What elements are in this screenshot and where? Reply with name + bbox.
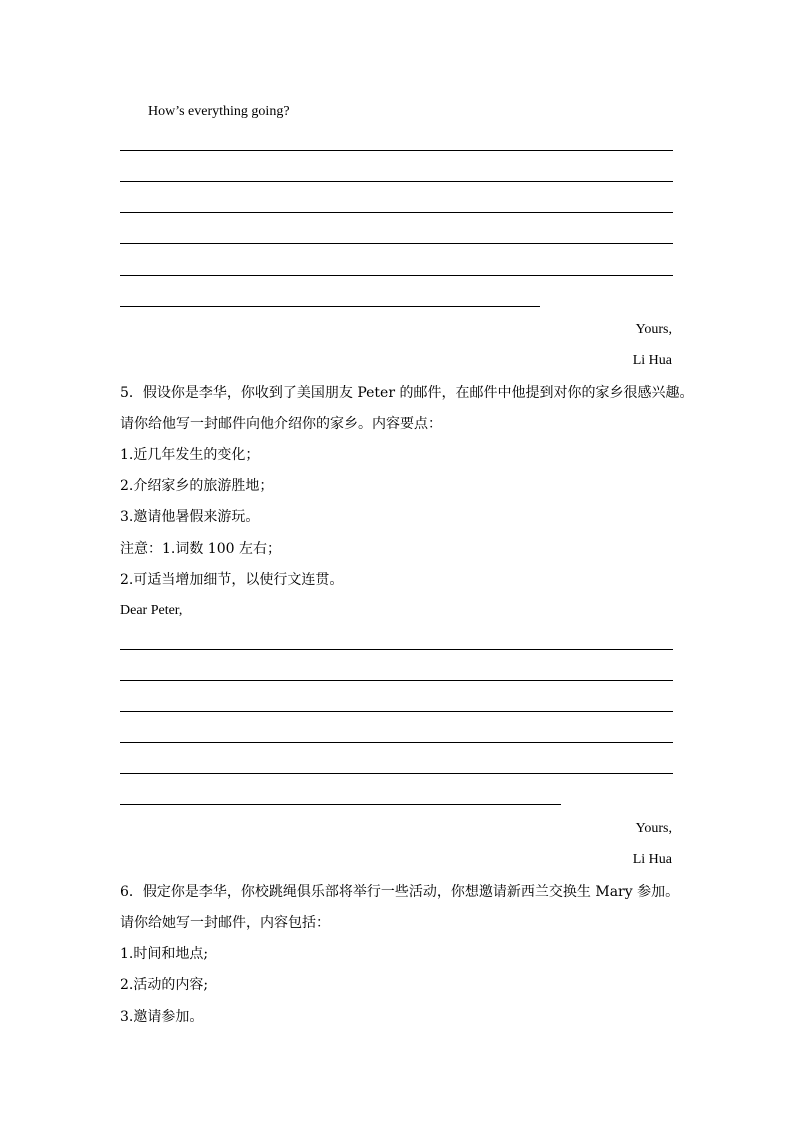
- writing-line: [120, 275, 673, 276]
- writing-line: [120, 649, 673, 650]
- letter-closing: Yours,: [635, 322, 672, 337]
- writing-line: [120, 181, 673, 182]
- letter-opening-line: How’s everything going?: [148, 104, 290, 119]
- question-5-note2: 2.可适当增加细节，以使行文连贯。: [120, 572, 344, 588]
- question-5-note1: 注意：1.词数 100 左右；: [120, 541, 281, 557]
- question-5-closing: Yours,: [635, 821, 672, 836]
- letter-signature: Li Hua: [632, 353, 672, 368]
- question-6-stem-line2: 请你给她写一封邮件，内容包括：: [120, 915, 330, 931]
- writing-line: [120, 742, 673, 743]
- writing-line: [120, 773, 673, 774]
- writing-line-short: [120, 306, 540, 307]
- writing-line: [120, 212, 673, 213]
- question-5-point: 2.介绍家乡的旅游胜地；: [120, 478, 274, 494]
- question-5-point: 3.邀请他暑假来游玩。: [120, 509, 260, 525]
- question-6-point: 1.时间和地点;: [120, 946, 209, 962]
- question-5-stem-line1: 5．假设你是李华，你收到了美国朋友 Peter 的邮件，在邮件中他提到对你的家乡很感兴趣。: [120, 385, 694, 401]
- writing-line: [120, 150, 673, 151]
- writing-line-short: [120, 804, 561, 805]
- writing-line: [120, 680, 673, 681]
- question-6-point: 2.活动的内容;: [120, 977, 209, 993]
- question-5-salutation: Dear Peter,: [120, 603, 183, 618]
- question-5-signature: Li Hua: [632, 852, 672, 867]
- question-6-point: 3.邀请参加。: [120, 1009, 204, 1025]
- question-5-point: 1.近几年发生的变化；: [120, 447, 260, 463]
- question-6-stem-line1: 6．假定你是李华，你校跳绳俱乐部将举行一些活动，你想邀请新西兰交换生 Mary 参加。: [120, 884, 680, 900]
- question-5-stem-line2: 请你给他写一封邮件向他介绍你的家乡。内容要点：: [120, 416, 442, 432]
- writing-line: [120, 711, 673, 712]
- writing-line: [120, 243, 673, 244]
